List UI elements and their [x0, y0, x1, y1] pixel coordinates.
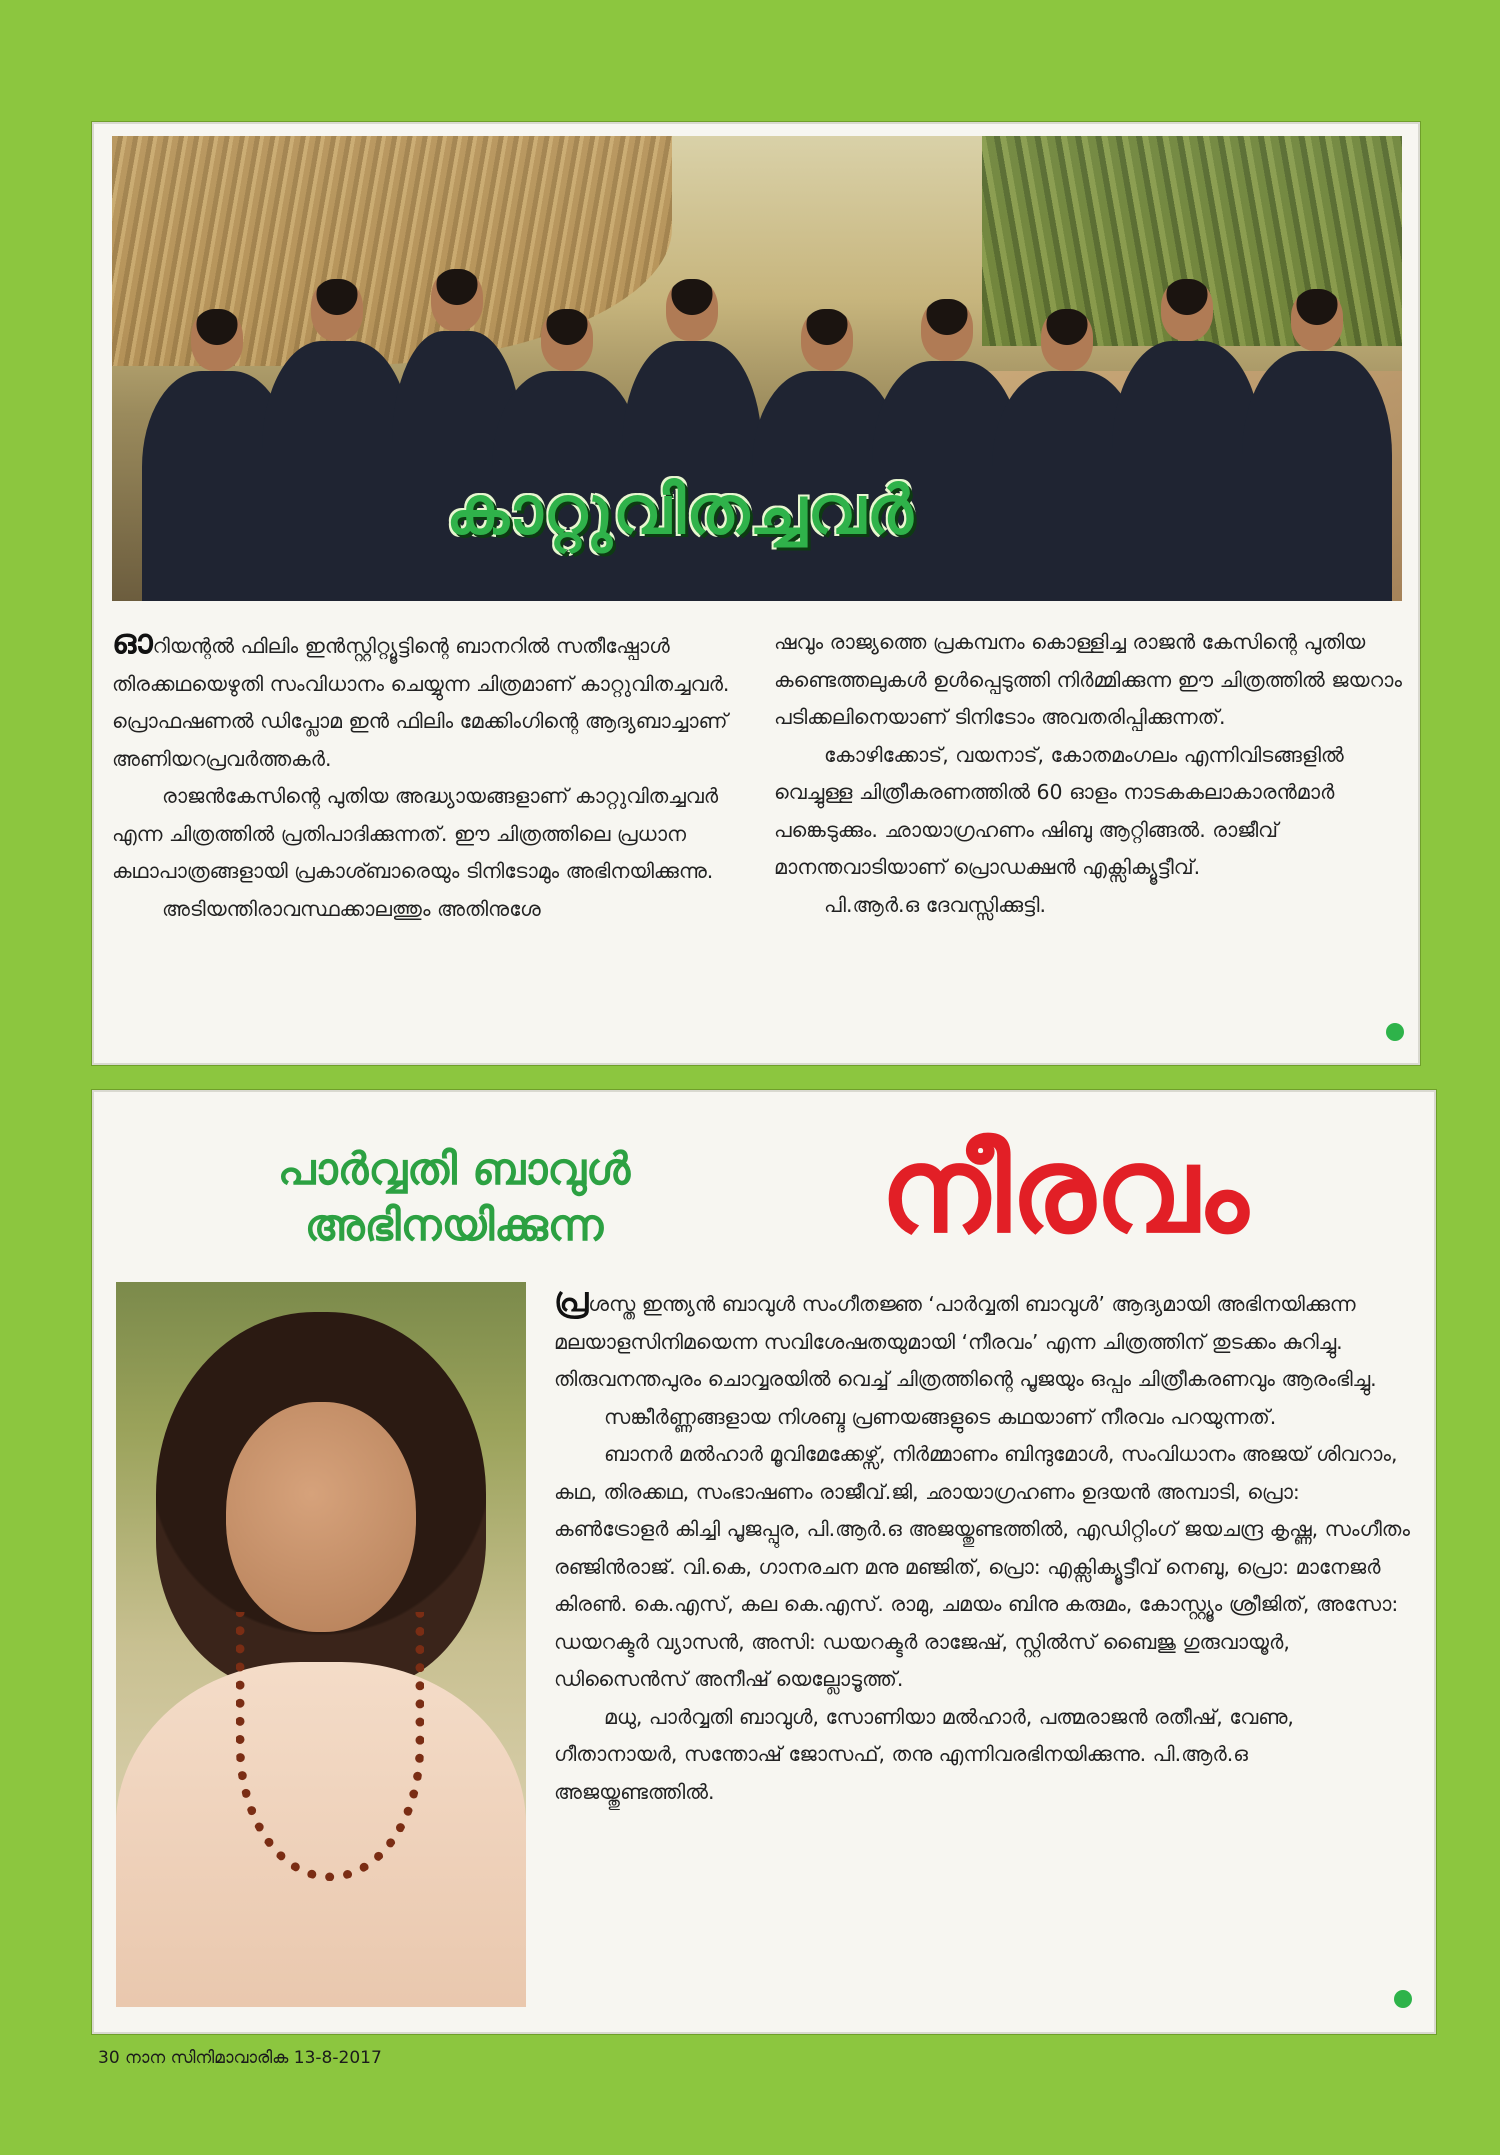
article-bottom-panel [92, 1090, 1436, 2034]
end-bullet-icon [1386, 1023, 1404, 1041]
paragraph: മധു, പാർവ്വതി ബാവുൾ, സോണിയാ മൽഹാർ, പത്മരാജൻ രതീഷ്, വേണു, ഗീതാനായർ, സന്തോഷ് ജോസഫ്, തനു എന്നിവരഭിനയിക്കുന്നു. പി.ആർ.ഒ അജയ്തുണ്ടത്തിൽ. [554, 1704, 1294, 1804]
crew-member [1242, 351, 1392, 601]
headline-kaattuvithachavar: കാറ്റുവിതച്ചവർ [446, 472, 914, 549]
article-top-panel [92, 122, 1420, 1065]
photo-face [226, 1402, 416, 1632]
article-top-column-1 [112, 624, 742, 928]
parvathy-baul-photo [116, 1282, 526, 2007]
crew-member [622, 341, 762, 601]
paragraph [112, 624, 742, 778]
paragraph: ഷവും രാജ്യത്തെ പ്രകമ്പനം കൊള്ളിച്ച രാജൻ കേസിന്റെ പുതിയ കണ്ടെത്തലുകൾ ഉൾപ്പെടുത്തി നിർമ്മിക്കുന്ന ഈ ചിത്രത്തിൽ ജയറാം പടിക്കലിനെയാണ് ടിനിടോം അവതരിപ്പിക്കുന്നത്. [774, 630, 1402, 729]
article-top-column-2 [774, 624, 1404, 924]
paragraph: കോഴിക്കോട്, വയനാട്, കോതമംഗലം എന്നിവിടങ്ങളിൽ വെച്ചുള്ള ചിത്രീകരണത്തിൽ 60 ഓളം നാടകകലാകാരൻമാർ പങ്കെടുക്കും. ഛായാഗ്രഹണം ഷിബു ആറ്റിങ്ങൽ. രാജീവ് മാനന്തവാടിയാണ് പ്രൊഡക്ഷൻ എക്സിക്യൂട്ടീവ്. [774, 742, 1344, 879]
crew-member [262, 341, 412, 601]
paragraph: പി.ആർ.ഒ ദേവസ്സിക്കുട്ടി. [824, 892, 1047, 917]
page-footer: 30 നാന സിനിമാവാരിക 13-8-2017 [98, 2048, 382, 2068]
paragraph-text: റിയന്റൽ ഫിലിം ഇൻസ്റ്റിറ്റ്യൂട്ടിന്റെ ബാനറിൽ സതീഷ്പോൾ തിരക്കഥയെഴുതി സംവിധാനം ചെയ്യുന്ന ചിത്രമാണ് കാറ്റുവിതച്ചവർ. പ്രൊഫഷണൽ ഡിപ്ലോമ ഇൻ ഫിലിം മേക്കിംഗിന്റെ ആദ്യബാച്ചാണ് അണിയറപ്രവർത്തകർ. [112, 634, 730, 771]
headline-line-2: അഭിനയിക്കുന്ന [304, 1200, 604, 1251]
paragraph: രാജൻകേസിന്റെ പുതിയ അദ്ധ്യായങ്ങളാണ് കാറ്റുവിതച്ചവർ എന്ന ചിത്രത്തിൽ പ്രതിപാദിക്കുന്നത്. ഈ ചിത്രത്തിലെ പ്രധാന കഥാപാത്രങ്ങളായി പ്രകാശ്ബാരെയും ടിനിടോമും അഭിനയിക്കുന്നു. [112, 784, 719, 883]
end-bullet-icon [1394, 1990, 1412, 2008]
team-photo [112, 136, 1402, 601]
headline-parvathy-baul [194, 1142, 714, 1254]
paragraph: അടിയന്തിരാവസ്ഥക്കാലത്തും അതിനുശേ [162, 896, 541, 921]
crew-member [1112, 341, 1262, 601]
paragraph-text: ശസ്ത ഇന്ത്യൻ ബാവുൾ സംഗീതജ്ഞ ‘പാർവ്വതി ബാവുൾ’ ആദ്യമായി അഭിനയിക്കുന്ന മലയാളസിനിമയെന്ന സവിശേഷതയുമായി ‘നീരവം’ എന്ന ചിത്രത്തിന് തുടക്കം കുറിച്ചു. തിരുവനന്തപുരം ചൊവ്വരയിൽ വെച്ച് ചിത്രത്തിന്റെ പൂജയും ഒപ്പം ചിത്രീകരണവും ആരംഭിച്ചു. [554, 1292, 1377, 1391]
headline-line-1: പാർവ്വതി ബാവുൾ [277, 1144, 631, 1195]
paragraph: സങ്കീർണ്ണങ്ങളായ നിശബ്ദ പ്രണയങ്ങളുടെ കഥയാണ് നീരവം പറയുന്നത്. [604, 1404, 1277, 1429]
article-bottom-column [554, 1282, 1414, 1811]
headline-neeravam: നീരവം [880, 1121, 1248, 1259]
dropcap: പ്ര [554, 1280, 589, 1320]
dropcap: ഓ [112, 622, 153, 662]
paragraph [554, 1282, 1414, 1399]
paragraph: ബാനർ മൽഹാർ മൂവിമേക്കേഴ്സ്, നിർമ്മാണം ബിന്ദുമോൾ, സംവിധാനം അജയ് ശിവറാം, കഥ, തിരക്കഥ, സംഭാഷണം രാജീവ്.ജി, ഛായാഗ്രഹണം ഉദയൻ അമ്പാടി, പ്രൊ: കൺട്രോളർ കിച്ചി പൂജപ്പുര, പി.ആർ.ഒ അജയ്തുണ്ടത്തിൽ, എഡിറ്റിംഗ് ജയചന്ദ്ര കൃഷ്ണ, സംഗീതം രഞ്ജിൻരാജ്. വി.കെ, ഗാനരചന മനു മഞ്ജിത്, പ്രൊ: എക്സിക്യൂട്ടീവ് നെബു, പ്രൊ: മാനേജർ കിരൺ. കെ.എസ്, കല കെ.എസ്. രാമു, ചമയം ബിനു കരുമം, കോസ്റ്റ്യൂം ശ്രീജിത്, അസോ: ഡയറക്ടർ വ്യാസൻ, അസി: ഡയറക്ടർ രാജേഷ്, സ്റ്റിൽസ് ബൈജു ഗുരുവായൂർ, ഡിസൈൻസ് അനീഷ് യെല്ലോടൂത്ത്. [554, 1442, 1410, 1691]
photo-rudraksha-beads [236, 1612, 424, 1881]
